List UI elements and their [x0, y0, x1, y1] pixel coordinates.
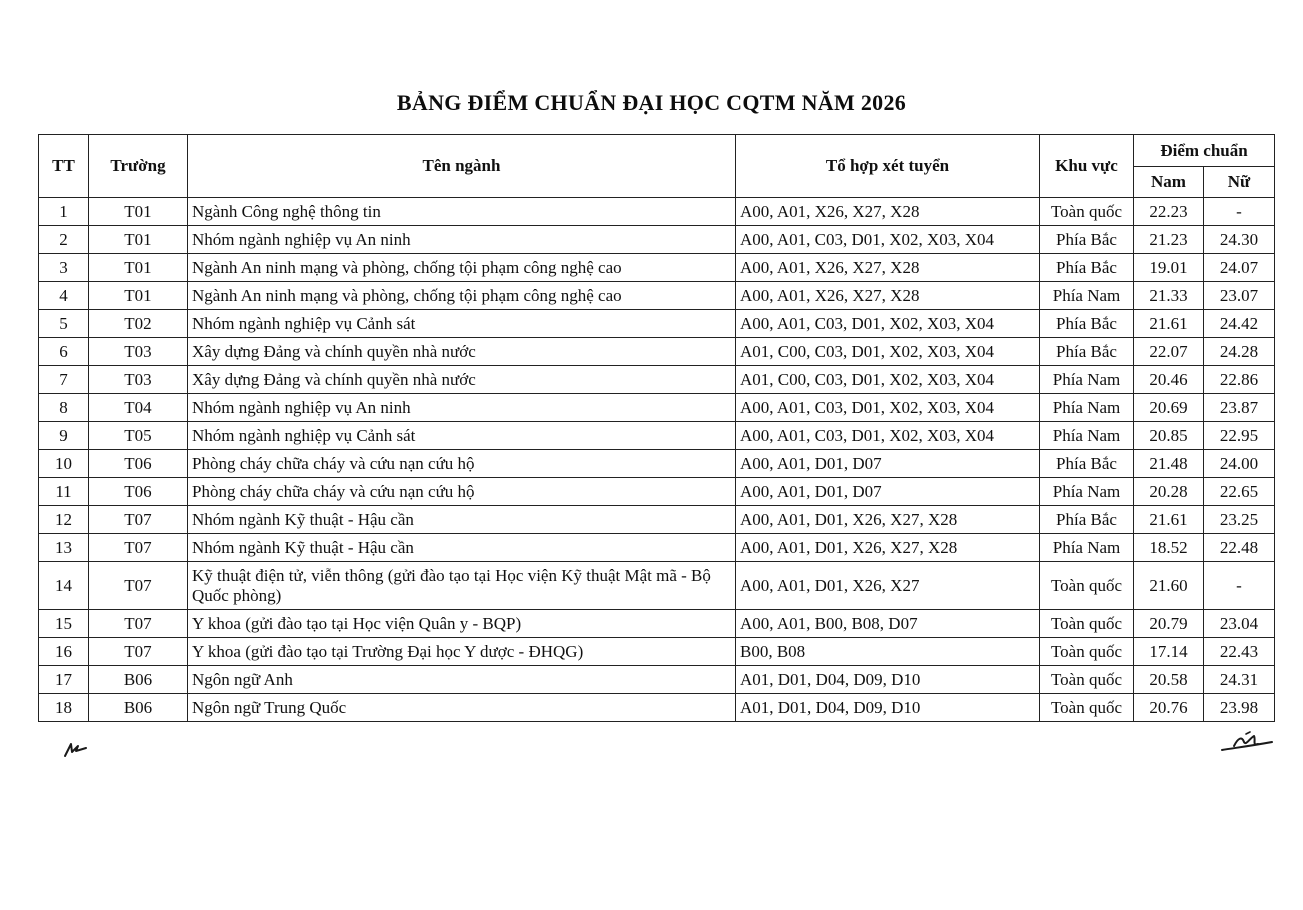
cell-ten-nganh: Phòng cháy chữa cháy và cứu nạn cứu hộ [188, 450, 736, 478]
cell-truong: T07 [89, 534, 188, 562]
table-row [39, 226, 1275, 254]
cell-truong: T05 [89, 422, 188, 450]
cell-to-hop: A00, A01, C03, D01, X02, X03, X04 [736, 226, 1040, 254]
table-row [39, 394, 1275, 422]
cell-ten-nganh: Nhóm ngành nghiệp vụ An ninh [188, 394, 736, 422]
cell-diem-nam: 20.79 [1134, 610, 1204, 638]
header-ten-nganh: Tên ngành [188, 135, 736, 198]
cell-tt: 11 [39, 478, 89, 506]
cell-to-hop: A00, A01, C03, D01, X02, X03, X04 [736, 394, 1040, 422]
cell-tt: 10 [39, 450, 89, 478]
header-nu: Nữ [1204, 167, 1275, 198]
cell-diem-nu: - [1204, 562, 1275, 610]
cell-khu-vuc: Toàn quốc [1040, 610, 1134, 638]
cell-khu-vuc: Phía Nam [1040, 422, 1134, 450]
cell-tt: 9 [39, 422, 89, 450]
cell-diem-nu: 24.07 [1204, 254, 1275, 282]
cell-diem-nu: 23.07 [1204, 282, 1275, 310]
cell-truong: T01 [89, 226, 188, 254]
table-row [39, 666, 1275, 694]
cell-khu-vuc: Toàn quốc [1040, 562, 1134, 610]
cell-khu-vuc: Phía Nam [1040, 534, 1134, 562]
cell-truong: T07 [89, 638, 188, 666]
cell-to-hop: A00, A01, X26, X27, X28 [736, 198, 1040, 226]
table-row [39, 282, 1275, 310]
cell-ten-nganh: Phòng cháy chữa cháy và cứu nạn cứu hộ [188, 478, 736, 506]
cell-diem-nam: 21.23 [1134, 226, 1204, 254]
cell-truong: T03 [89, 338, 188, 366]
cell-truong: T01 [89, 198, 188, 226]
table-row [39, 506, 1275, 534]
cell-truong: T07 [89, 562, 188, 610]
cell-diem-nam: 18.52 [1134, 534, 1204, 562]
cell-diem-nam: 21.48 [1134, 450, 1204, 478]
cell-khu-vuc: Toàn quốc [1040, 198, 1134, 226]
cell-khu-vuc: Phía Bắc [1040, 450, 1134, 478]
cell-diem-nam: 21.60 [1134, 562, 1204, 610]
header-khu-vuc: Khu vực [1040, 135, 1134, 198]
table-row [39, 254, 1275, 282]
cell-to-hop: A00, A01, D01, X26, X27, X28 [736, 506, 1040, 534]
cell-ten-nganh: Nhóm ngành Kỹ thuật - Hậu cần [188, 506, 736, 534]
cell-to-hop: A01, C00, C03, D01, X02, X03, X04 [736, 338, 1040, 366]
table-row [39, 198, 1275, 226]
cell-tt: 1 [39, 198, 89, 226]
cell-ten-nganh: Kỹ thuật điện tử, viễn thông (gửi đào tạo tại Học viện Kỹ thuật Mật mã - Bộ Quốc phòng) [188, 562, 736, 610]
cell-khu-vuc: Phía Bắc [1040, 506, 1134, 534]
cell-tt: 14 [39, 562, 89, 610]
cell-diem-nam: 19.01 [1134, 254, 1204, 282]
initial-signature-right [1220, 730, 1276, 756]
cell-truong: T02 [89, 310, 188, 338]
cell-diem-nu: 24.28 [1204, 338, 1275, 366]
cell-ten-nganh: Ngành Công nghệ thông tin [188, 198, 736, 226]
cell-truong: T01 [89, 254, 188, 282]
cell-diem-nu: 23.87 [1204, 394, 1275, 422]
page-title: BẢNG ĐIỂM CHUẨN ĐẠI HỌC CQTM NĂM 2026 [396, 90, 907, 115]
cell-khu-vuc: Phía Bắc [1040, 338, 1134, 366]
table-row [39, 694, 1275, 722]
cell-diem-nam: 21.61 [1134, 506, 1204, 534]
cell-diem-nam: 20.85 [1134, 422, 1204, 450]
header-diem-chuan: Điểm chuẩn [1134, 135, 1275, 167]
initial-signature-left [62, 738, 92, 760]
cell-diem-nam: 20.58 [1134, 666, 1204, 694]
cell-ten-nganh: Ngôn ngữ Anh [188, 666, 736, 694]
table-row [39, 478, 1275, 506]
cell-tt: 17 [39, 666, 89, 694]
cell-khu-vuc: Phía Nam [1040, 366, 1134, 394]
cell-diem-nu: 24.30 [1204, 226, 1275, 254]
cell-diem-nu: 22.65 [1204, 478, 1275, 506]
cell-ten-nganh: Nhóm ngành nghiệp vụ An ninh [188, 226, 736, 254]
cell-khu-vuc: Phía Nam [1040, 282, 1134, 310]
header-to-hop: Tổ hợp xét tuyển [736, 135, 1040, 198]
cell-to-hop: A01, D01, D04, D09, D10 [736, 666, 1040, 694]
table-row [39, 562, 1275, 610]
cell-to-hop: A00, A01, C03, D01, X02, X03, X04 [736, 310, 1040, 338]
header-tt: TT [39, 135, 89, 198]
cell-ten-nganh: Nhóm ngành nghiệp vụ Cảnh sát [188, 310, 736, 338]
cell-diem-nu: 24.31 [1204, 666, 1275, 694]
cell-diem-nam: 21.61 [1134, 310, 1204, 338]
table-row [39, 338, 1275, 366]
cell-tt: 3 [39, 254, 89, 282]
table-row [39, 366, 1275, 394]
cell-diem-nu: 22.43 [1204, 638, 1275, 666]
cell-khu-vuc: Toàn quốc [1040, 694, 1134, 722]
cell-diem-nam: 22.23 [1134, 198, 1204, 226]
cell-to-hop: A00, A01, X26, X27, X28 [736, 254, 1040, 282]
cell-truong: T04 [89, 394, 188, 422]
cell-tt: 15 [39, 610, 89, 638]
cell-diem-nam: 22.07 [1134, 338, 1204, 366]
cell-tt: 5 [39, 310, 89, 338]
cell-ten-nganh: Ngôn ngữ Trung Quốc [188, 694, 736, 722]
table-header [39, 135, 1275, 198]
cell-ten-nganh: Xây dựng Đảng và chính quyền nhà nước [188, 366, 736, 394]
cell-to-hop: A00, A01, C03, D01, X02, X03, X04 [736, 422, 1040, 450]
cell-ten-nganh: Ngành An ninh mạng và phòng, chống tội phạm công nghệ cao [188, 282, 736, 310]
cell-tt: 12 [39, 506, 89, 534]
cell-khu-vuc: Phía Bắc [1040, 310, 1134, 338]
cell-khu-vuc: Phía Bắc [1040, 226, 1134, 254]
cell-to-hop: A01, D01, D04, D09, D10 [736, 694, 1040, 722]
cell-tt: 7 [39, 366, 89, 394]
cell-diem-nam: 20.28 [1134, 478, 1204, 506]
cell-ten-nganh: Nhóm ngành nghiệp vụ Cảnh sát [188, 422, 736, 450]
cell-tt: 2 [39, 226, 89, 254]
cell-tt: 16 [39, 638, 89, 666]
cell-to-hop: A01, C00, C03, D01, X02, X03, X04 [736, 366, 1040, 394]
score-table [38, 134, 1275, 722]
cell-diem-nu: 22.86 [1204, 366, 1275, 394]
cell-tt: 18 [39, 694, 89, 722]
header-truong: Trường [89, 135, 188, 198]
cell-to-hop: A00, A01, D01, D07 [736, 450, 1040, 478]
cell-to-hop: A00, A01, D01, X26, X27 [736, 562, 1040, 610]
cell-diem-nam: 20.76 [1134, 694, 1204, 722]
cell-diem-nu: 24.00 [1204, 450, 1275, 478]
cell-diem-nu: 22.95 [1204, 422, 1275, 450]
cell-truong: B06 [89, 666, 188, 694]
cell-tt: 8 [39, 394, 89, 422]
cell-to-hop: A00, A01, B00, B08, D07 [736, 610, 1040, 638]
cell-khu-vuc: Toàn quốc [1040, 638, 1134, 666]
table-row [39, 610, 1275, 638]
cell-diem-nu: 24.42 [1204, 310, 1275, 338]
cell-diem-nu: 23.04 [1204, 610, 1275, 638]
cell-ten-nganh: Y khoa (gửi đào tạo tại Học viện Quân y - BQP) [188, 610, 736, 638]
cell-truong: T06 [89, 478, 188, 506]
cell-to-hop: A00, A01, X26, X27, X28 [736, 282, 1040, 310]
cell-truong: T01 [89, 282, 188, 310]
cell-diem-nu: 23.25 [1204, 506, 1275, 534]
cell-tt: 4 [39, 282, 89, 310]
table-row [39, 534, 1275, 562]
table-row [39, 638, 1275, 666]
cell-diem-nu: - [1204, 198, 1275, 226]
cell-diem-nam: 20.69 [1134, 394, 1204, 422]
cell-ten-nganh: Nhóm ngành Kỹ thuật - Hậu cần [188, 534, 736, 562]
table-row [39, 422, 1275, 450]
cell-diem-nam: 20.46 [1134, 366, 1204, 394]
cell-khu-vuc: Phía Nam [1040, 394, 1134, 422]
cell-diem-nu: 23.98 [1204, 694, 1275, 722]
cell-ten-nganh: Ngành An ninh mạng và phòng, chống tội phạm công nghệ cao [188, 254, 736, 282]
cell-truong: T06 [89, 450, 188, 478]
cell-tt: 6 [39, 338, 89, 366]
cell-tt: 13 [39, 534, 89, 562]
cell-ten-nganh: Y khoa (gửi đào tạo tại Trường Đại học Y dược - ĐHQG) [188, 638, 736, 666]
cell-truong: T07 [89, 610, 188, 638]
cell-diem-nam: 17.14 [1134, 638, 1204, 666]
header-nam: Nam [1134, 167, 1204, 198]
cell-to-hop: A00, A01, D01, D07 [736, 478, 1040, 506]
cell-khu-vuc: Phía Nam [1040, 478, 1134, 506]
cell-truong: T07 [89, 506, 188, 534]
cell-to-hop: B00, B08 [736, 638, 1040, 666]
cell-diem-nu: 22.48 [1204, 534, 1275, 562]
cell-truong: B06 [89, 694, 188, 722]
table-row [39, 310, 1275, 338]
cell-to-hop: A00, A01, D01, X26, X27, X28 [736, 534, 1040, 562]
table-row [39, 450, 1275, 478]
cell-diem-nam: 21.33 [1134, 282, 1204, 310]
cell-khu-vuc: Phía Bắc [1040, 254, 1134, 282]
cell-khu-vuc: Toàn quốc [1040, 666, 1134, 694]
cell-truong: T03 [89, 366, 188, 394]
cell-ten-nganh: Xây dựng Đảng và chính quyền nhà nước [188, 338, 736, 366]
table-body [39, 198, 1275, 722]
